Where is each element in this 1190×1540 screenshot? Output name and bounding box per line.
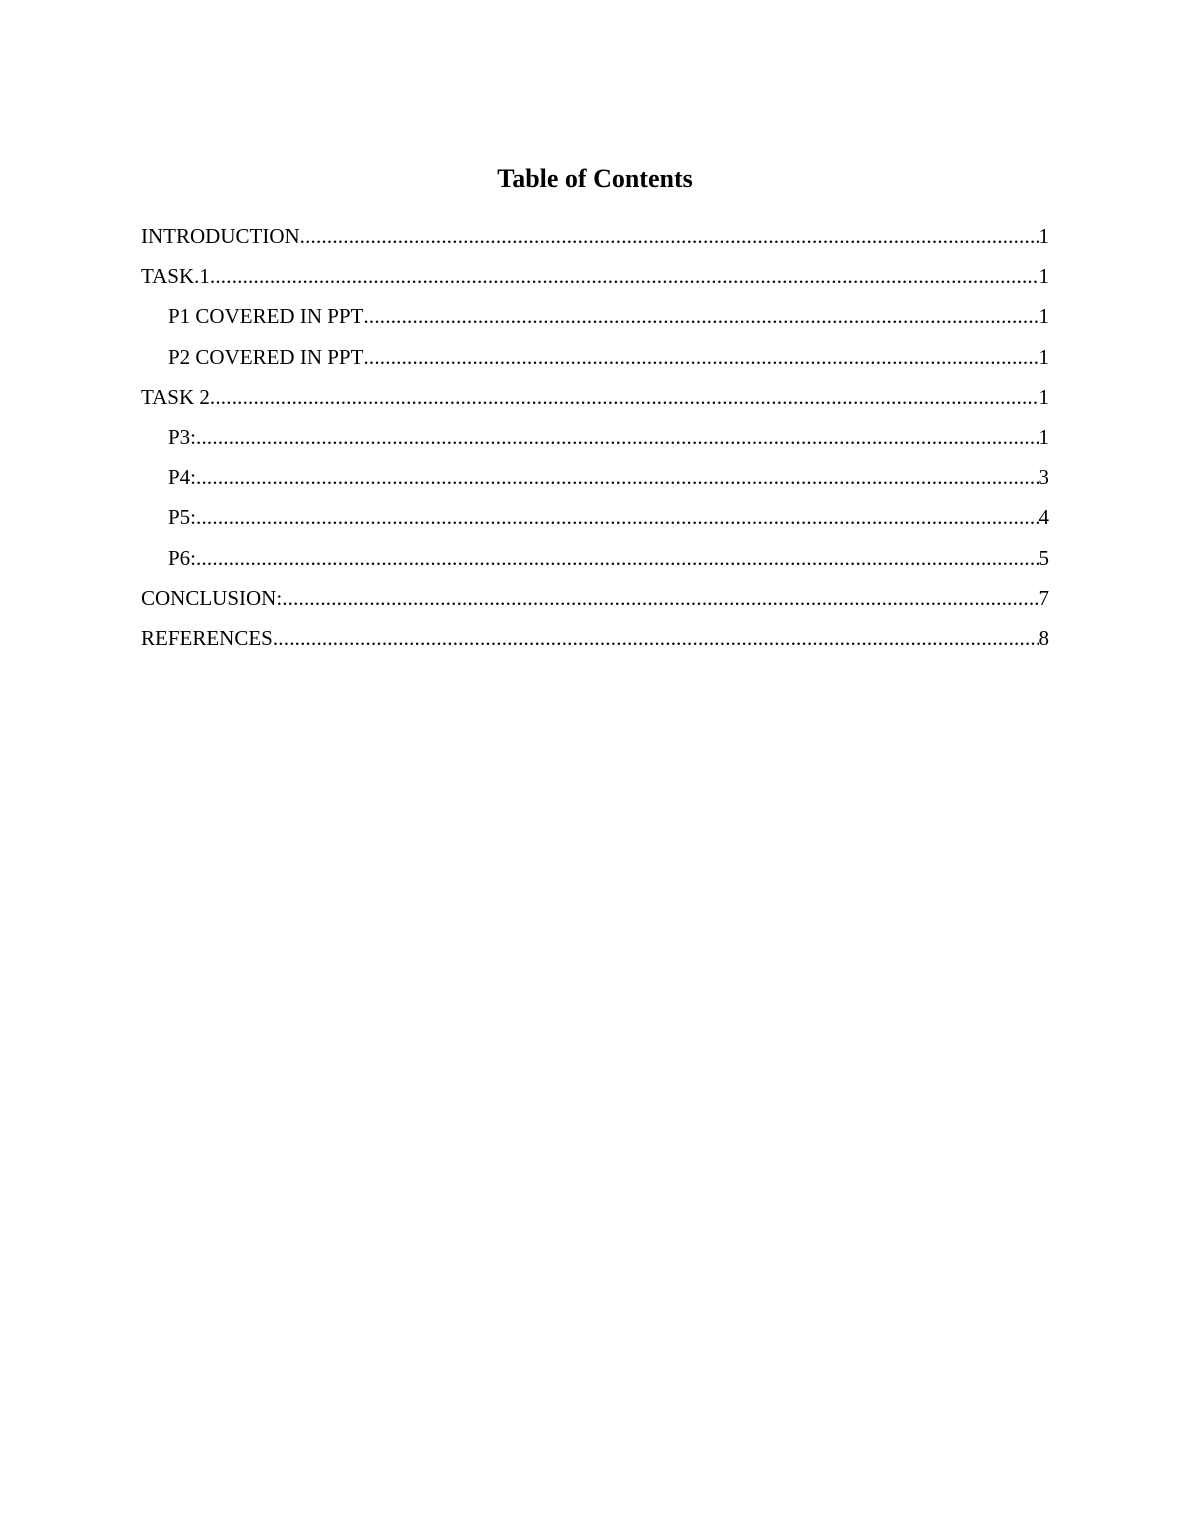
toc-title: Table of Contents xyxy=(497,164,693,193)
toc-entry-label: INTRODUCTION xyxy=(141,224,300,248)
toc-dot-leader xyxy=(196,544,1038,572)
toc-page-number: 8 xyxy=(1038,625,1049,650)
toc-entry-label: P2 COVERED IN PPT xyxy=(168,344,364,369)
toc-entry-label: TASK 2 xyxy=(141,384,210,409)
toc-dot-leader xyxy=(282,584,1038,612)
toc-entry-label: P6: xyxy=(168,545,197,570)
toc-dot-leader xyxy=(196,463,1038,491)
toc-entry-p5[interactable] xyxy=(141,503,1049,543)
toc-dot-leader xyxy=(363,343,1038,371)
toc-entry-label: P3: xyxy=(168,424,197,449)
toc-entry-p4[interactable] xyxy=(141,463,1049,503)
toc-entry-label: TASK.1 xyxy=(141,264,210,289)
toc-dot-leader xyxy=(273,624,1039,652)
toc-entry-references[interactable] xyxy=(141,624,1049,664)
toc-entry-label: P5: xyxy=(168,505,197,530)
toc-dot-leader xyxy=(210,383,1039,411)
toc-entry-task-1[interactable] xyxy=(141,262,1049,302)
toc-dot-leader xyxy=(196,503,1038,531)
toc-page-number: 1 xyxy=(1038,344,1049,369)
toc-list xyxy=(141,222,1049,664)
toc-page-number: 1 xyxy=(1038,424,1049,449)
toc-page-number: 1 xyxy=(1038,384,1049,409)
toc-page-number: 5 xyxy=(1038,545,1049,570)
toc-entry-label: CONCLUSION: xyxy=(141,585,283,610)
toc-entry-label: P4: xyxy=(168,465,197,490)
toc-entry-p1[interactable] xyxy=(141,302,1049,342)
toc-dot-leader xyxy=(300,222,1039,250)
toc-entry-introduction[interactable] xyxy=(141,222,1049,262)
toc-page-number: 1 xyxy=(1038,264,1049,289)
toc-dot-leader xyxy=(363,302,1038,330)
toc-entry-p2[interactable] xyxy=(141,343,1049,383)
toc-dot-leader xyxy=(196,423,1038,451)
toc-entry-label: P1 COVERED IN PPT xyxy=(168,304,364,329)
toc-entry-label: REFERENCES xyxy=(141,625,273,650)
toc-page-number: 4 xyxy=(1038,505,1049,530)
toc-dot-leader xyxy=(210,262,1039,290)
toc-page-number: 7 xyxy=(1038,585,1049,610)
toc-page-number: 3 xyxy=(1038,465,1049,490)
toc-entry-p3[interactable] xyxy=(141,423,1049,463)
toc-entry-conclusion[interactable] xyxy=(141,584,1049,624)
toc-page-number: 1 xyxy=(1038,304,1049,329)
toc-page-number: 1 xyxy=(1038,224,1049,248)
toc-entry-task-2[interactable] xyxy=(141,383,1049,423)
toc-entry-p6[interactable] xyxy=(141,544,1049,584)
